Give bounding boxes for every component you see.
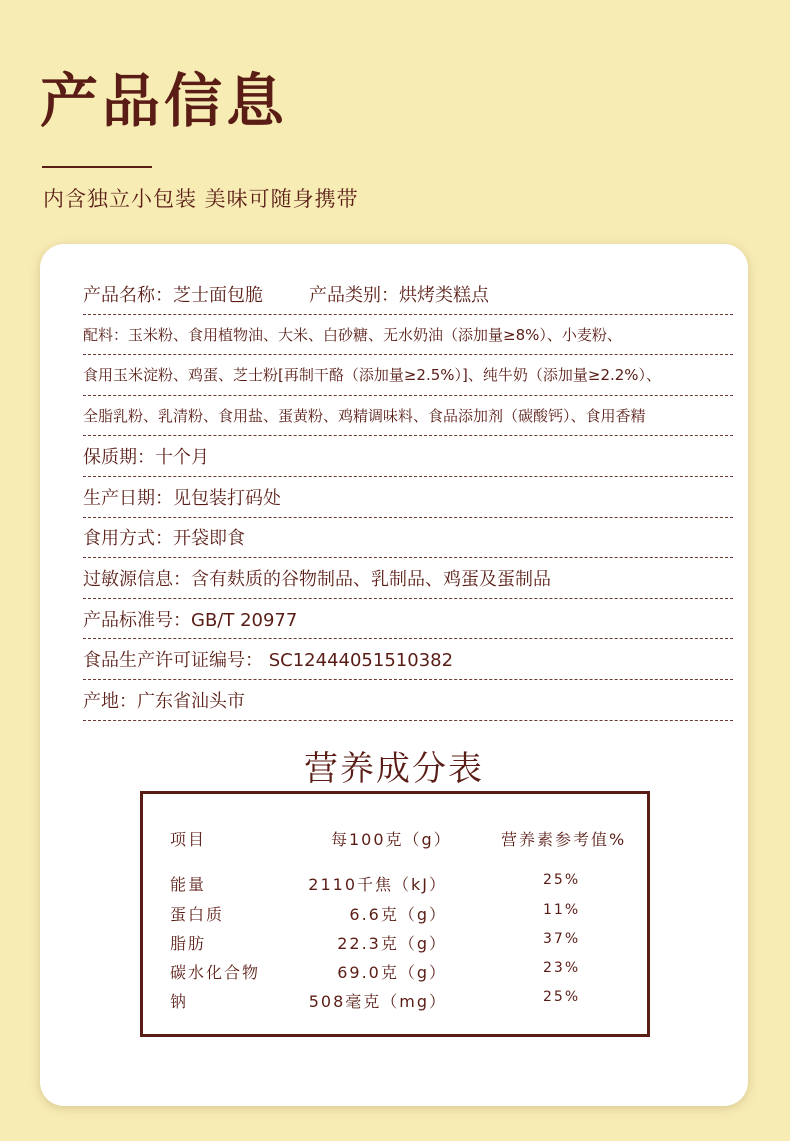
info-row-shelf-life xyxy=(83,436,733,477)
info-row-ingredients-1 xyxy=(83,315,733,356)
product-info-list xyxy=(83,274,733,721)
shelf-life: 保质期：十个月 xyxy=(83,447,209,469)
page-subtitle: 内含独立小包装 美味可随身携带 xyxy=(43,187,359,211)
ingredients-line-3: 全脂乳粉、乳清粉、食用盐、蛋黄粉、鸡精调味料、食品添加剂（碳酸钙）、食用香精 xyxy=(83,407,646,426)
nutrient-nrv: 23% xyxy=(543,960,581,976)
origin: 产地：广东省汕头市 xyxy=(83,690,245,712)
nutrient-name: 蛋白质 xyxy=(170,905,225,924)
info-row-ingredients-3 xyxy=(83,396,733,437)
product-category: 产品类别：烘烤类糕点 xyxy=(309,284,489,306)
nutrient-name: 能量 xyxy=(170,875,207,894)
nutrient-name: 碳水化合物 xyxy=(170,963,261,982)
info-row-license xyxy=(83,639,733,680)
info-row-production-date xyxy=(83,477,733,518)
product-info-card xyxy=(40,244,748,1106)
info-row-standard xyxy=(83,599,733,640)
usage-method: 食用方式：开袋即食 xyxy=(83,528,245,550)
info-row-origin xyxy=(83,680,733,721)
info-row-usage xyxy=(83,518,733,559)
nutrient-amount: 6.6克（g） xyxy=(349,905,447,924)
header-nrv: 营养素参考值% xyxy=(501,830,627,849)
nutrient-amount: 508毫克（mg） xyxy=(308,992,447,1011)
nutrient-name: 钠 xyxy=(170,992,189,1011)
nutrient-amount: 2110千焦（kJ） xyxy=(308,875,447,894)
ingredients-line-2: 食用玉米淀粉、鸡蛋、芝士粉[再制干酪（添加量≥2.5%）]、纯牛奶（添加量≥2.2%）、 xyxy=(83,366,662,385)
product-name: 产品名称：芝士面包脆 xyxy=(83,284,263,306)
info-row-name-category xyxy=(83,274,733,315)
header-per100: 每100克（g） xyxy=(331,830,452,849)
ingredients-line-1: 配料：玉米粉、食用植物油、大米、白砂糖、无水奶油（添加量≥8%）、小麦粉、 xyxy=(83,325,622,344)
production-license: 食品生产许可证编号： SC12444051510382 xyxy=(83,650,454,672)
nutrition-title: 营养成分表 xyxy=(304,749,484,789)
nutrient-amount: 69.0克（g） xyxy=(337,963,447,982)
nutrient-amount: 22.3克（g） xyxy=(337,934,447,953)
product-standard: 产品标准号：GB/T 20977 xyxy=(83,609,298,631)
nutrient-name: 脂肪 xyxy=(170,934,207,953)
info-row-ingredients-2 xyxy=(83,355,733,396)
header-item: 项目 xyxy=(170,830,207,849)
nutrient-nrv: 25% xyxy=(543,872,581,888)
nutrient-nrv: 25% xyxy=(543,989,581,1005)
nutrient-nrv: 11% xyxy=(543,902,581,918)
info-row-allergen xyxy=(83,558,733,599)
production-date: 生产日期：见包装打码处 xyxy=(83,487,281,509)
title-underline xyxy=(42,166,152,168)
page-title: 产品信息 xyxy=(40,67,289,135)
nutrition-table xyxy=(140,791,650,1037)
allergen-info: 过敏源信息：含有麸质的谷物制品、乳制品、鸡蛋及蛋制品 xyxy=(83,568,551,590)
nutrient-nrv: 37% xyxy=(543,931,581,947)
